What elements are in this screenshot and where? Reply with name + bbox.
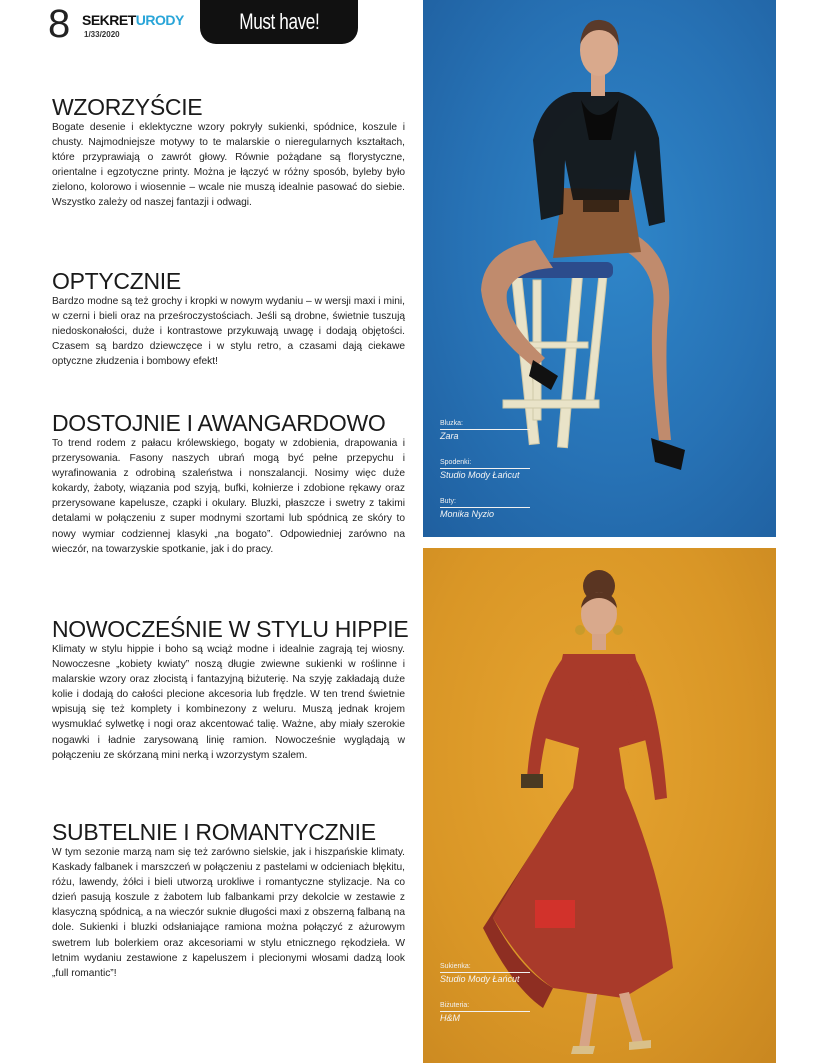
credit-label: Biżuteria: [440, 1002, 470, 1009]
section-heading: NOWOCZEŚNIE W STYLU HIPPIE [52, 616, 409, 642]
credit-value: H&M [440, 1013, 460, 1023]
fashion-photo-top [423, 0, 776, 537]
page-number: 8 [48, 2, 70, 46]
section-hippie [52, 616, 409, 763]
credit-top-2 [440, 458, 530, 481]
fashion-photo-bottom [423, 548, 776, 1063]
magazine-brand [82, 12, 184, 28]
credit-label: Buty: [440, 498, 456, 505]
credit-value: Studio Mody Łańcut [440, 470, 520, 480]
section-body: Bogate desenie i eklektyczne wzory pokryły sukienki, spódnice, koszule i chusty. Najmodniejsze motywy to te malarskie o nieregularnych kształtach, które przyprawiają o zawrót głowy. Równie pożądane są florystyczne, orientalne i egzotyczne printy. Można je łączyć w różny sposób, byleby było zielono, kolorowo i wiosennie – wcale nie muszą idealnie pasować do siebie. Wszystko zależy od naszej fantazji i odwagi. [52, 122, 405, 209]
section-heading: SUBTELNIE I ROMANTYCZNIE [52, 819, 376, 845]
section-romantycznie [52, 819, 405, 981]
brand-part-1: SEKRET [82, 12, 136, 28]
section-wzorzyscie [52, 94, 405, 211]
credit-top-1 [440, 419, 530, 442]
credit-label: Spodenki: [440, 459, 472, 466]
credit-label: Sukienka: [440, 963, 471, 970]
section-heading: OPTYCZNIE [52, 268, 181, 294]
section-body: To trend rodem z pałacu królewskiego, bogaty w zdobienia, drapowania i przerysowania. Fasony naszych ubrań mogą być pełne przepychu i wyrafinowania z odrobiną szaleństwa i nonszalancji. Nosimy więc duże kokardy, żaboty, wiązania pod szyją, bufki, kołnierze i zdobione rękawy oraz przerysowane kapelusze, czapki i okulary. Bluzki, płaszcze i swetry z takimi detalami w połączeniu z super modnymi szortami lub spódnicą ze skóry to nowy wymiar codziennej klasyki „na bogato”. Odpowiedniej zarówno na wieczór, na towarzyskie spotkanie, jak i do pracy. [52, 438, 405, 555]
section-heading: WZORZYŚCIE [52, 94, 203, 120]
section-tab [200, 0, 358, 44]
credit-value: Studio Mody Łańcut [440, 974, 520, 984]
issue-number: 1/33/2020 [84, 30, 120, 39]
section-body: W tym sezonie marzą nam się też zarówno sielskie, jak i hiszpańskie klimaty. Kaskady falbanek i marszczeń w połączeniu z pastelami w odcieniach błękitu, różu, lawendy, żółci i bieli utworzą urokliwe i romantyczne stylizacje. Na co dzień pasują koszule z żabotem lub falbankami przy dekolcie w zestawie z klasyczną spódnicą, a na wieczór suknie długości maxi z obszerną falbaną na dole. Sukienki i bluzki odsłaniające ramiona można połączyć z ażurowym swetrem lub bolerkiem oraz akcesoriami w stylu etnicznego rękodzieła. W letnim wydaniu zestawione z kapeluszem i plecionymi włosami dadzą look „full romantic”! [52, 847, 405, 979]
credit-label: Bluzka: [440, 420, 463, 427]
section-optycznie [52, 268, 405, 369]
credit-bottom-2 [440, 1001, 530, 1024]
section-heading: DOSTOJNIE I AWANGARDOWO [52, 410, 386, 436]
brand-part-2: URODY [135, 12, 184, 28]
credit-value: Zara [440, 431, 459, 441]
section-body: Bardzo modne są też grochy i kropki w nowym wydaniu – w wersji maxi i mini, w czerni i bieli oraz na prześroczystościach. Jeśli są drobne, świetnie tuszują niedoskonałości, duże i kontrastowe przykuwają uwagę i dodają objętości. Czasem są bardzo dziewczęce i w stylu retro, a czasami dają ciekawe optyczne złudzenia i bombowy efekt! [52, 296, 405, 368]
section-dostojnie [52, 410, 405, 557]
model-red-dress-illustration [423, 548, 776, 1063]
credit-value: Monika Nyzio [440, 509, 495, 519]
model-on-stool-illustration [423, 0, 776, 537]
credit-bottom-1 [440, 962, 530, 985]
section-body: Klimaty w stylu hippie i boho są wciąż modne i idealnie zagrają tej wiosny. Nowoczesne „kobiety kwiaty” noszą długie zwiewne sukienki w roślinne i malarskie wzory oraz złocistą i fantazyjną biżuterię. Na szyję zakładają duże kolie i dodają do całości plecione akcesoria lub frędzle. W ten trend świetnie wpisują się też komplety i kombinezony z weluru. Muszą jednak krojem wysmuklać sylwetkę i nogi oraz akcentować talię. Ważne, aby miały szerokie nogawki i ładnie zarysowaną linię ramion. Nowocześnie wyglądają w połączeniu ze skórzaną mini nerką i wzorzystym szalem. [52, 644, 405, 761]
section-tab-label: Must have! [238, 9, 320, 34]
credit-top-3 [440, 497, 530, 520]
